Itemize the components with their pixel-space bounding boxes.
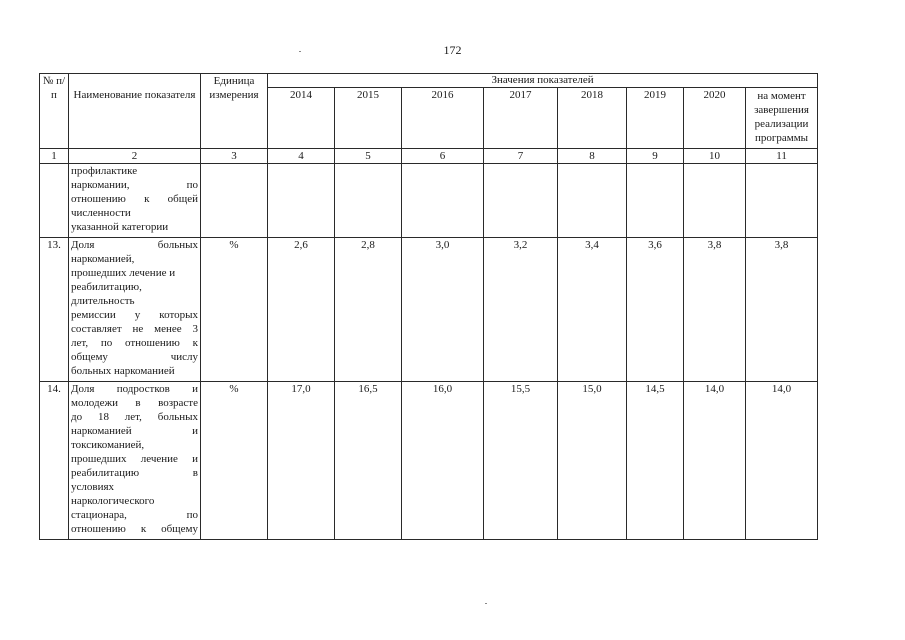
row-name <box>69 382 201 540</box>
table-row <box>40 238 818 382</box>
name-line: составляет не менее 3 <box>71 323 198 335</box>
page-number: 172 <box>443 43 462 57</box>
column-number: 2 <box>69 149 201 164</box>
row-number: 13. <box>40 238 69 382</box>
header-col-unit: Единица измерения <box>201 74 268 149</box>
column-number: 7 <box>484 149 558 164</box>
scan-speck <box>299 51 301 52</box>
table-row <box>40 164 818 238</box>
column-number: 3 <box>201 149 268 164</box>
name-line: длительность <box>71 295 135 307</box>
name-line: отношению к общей <box>71 193 198 205</box>
name-line: наркологического <box>71 495 155 507</box>
row-unit: % <box>201 382 268 540</box>
row-value: 17,0 <box>268 382 335 540</box>
header-year: 2016 <box>402 88 484 149</box>
row-value: 3,6 <box>627 238 684 382</box>
header-year: 2014 <box>268 88 335 149</box>
column-number: 11 <box>746 149 818 164</box>
header-year: 2020 <box>684 88 746 149</box>
row-value: 3,2 <box>484 238 558 382</box>
row-value: 14,0 <box>684 382 746 540</box>
row-value: 3,4 <box>558 238 627 382</box>
row-number <box>40 164 69 238</box>
header-col-num: № п/п <box>40 74 69 149</box>
header-year: 2018 <box>558 88 627 149</box>
name-line: прошедших лечение и <box>71 453 198 465</box>
row-value: 15,5 <box>484 382 558 540</box>
scan-speck <box>485 603 487 604</box>
header-year: 2017 <box>484 88 558 149</box>
row-value: 16,0 <box>402 382 484 540</box>
row-value: 15,0 <box>558 382 627 540</box>
name-line: больных наркоманией <box>71 365 175 377</box>
name-line: Доля подростков и <box>71 383 198 395</box>
header-col-final: на момент завершения реализации программы <box>746 88 818 149</box>
row-value: 3,8 <box>684 238 746 382</box>
row-value: 3,8 <box>746 238 818 382</box>
column-number: 9 <box>627 149 684 164</box>
name-line: молодежи в возрасте <box>71 397 198 409</box>
row-value: 16,5 <box>335 382 402 540</box>
row-value: 14,0 <box>746 382 818 540</box>
name-line: прошедших лечение и <box>71 267 176 279</box>
name-line: наркоманией, <box>71 253 135 265</box>
row-value: 2,8 <box>335 238 402 382</box>
row-number: 14. <box>40 382 69 540</box>
name-line: наркоманией и <box>71 425 198 437</box>
row-name <box>69 238 201 382</box>
column-number: 1 <box>40 149 69 164</box>
indicators-table <box>39 73 818 540</box>
row-value: 14,5 <box>627 382 684 540</box>
header-year: 2015 <box>335 88 402 149</box>
row-value <box>268 164 335 238</box>
name-line: профилактике <box>71 165 138 177</box>
row-value <box>402 164 484 238</box>
table-row <box>40 382 818 540</box>
header-year: 2019 <box>627 88 684 149</box>
column-number: 8 <box>558 149 627 164</box>
row-value <box>627 164 684 238</box>
column-number: 4 <box>268 149 335 164</box>
name-line: наркомании, по <box>71 179 198 191</box>
row-value <box>558 164 627 238</box>
name-line: указанной категории <box>71 221 169 233</box>
name-line: до 18 лет, больных <box>71 411 198 423</box>
header-values-group: Значения показателей <box>268 74 818 88</box>
row-unit <box>201 164 268 238</box>
name-line: лет, по отношению к <box>71 337 198 349</box>
name-line: общему числу <box>71 351 198 363</box>
column-number: 5 <box>335 149 402 164</box>
row-unit: % <box>201 238 268 382</box>
row-value <box>684 164 746 238</box>
name-line: реабилитацию, <box>71 281 142 293</box>
name-line: условиях <box>71 481 115 493</box>
name-line: ремиссии у которых <box>71 309 198 321</box>
row-value <box>335 164 402 238</box>
name-line: численности <box>71 207 131 219</box>
name-line: стационара, по <box>71 509 198 521</box>
column-number: 10 <box>684 149 746 164</box>
name-line: Доля больных <box>71 239 198 251</box>
row-name <box>69 164 201 238</box>
row-value: 2,6 <box>268 238 335 382</box>
row-value <box>484 164 558 238</box>
name-line: отношению к общему <box>71 523 198 535</box>
name-line: токсикоманией, <box>71 439 145 451</box>
column-numbers-row <box>40 149 818 164</box>
name-line: реабилитацию в <box>71 467 198 479</box>
row-value: 3,0 <box>402 238 484 382</box>
column-number: 6 <box>402 149 484 164</box>
row-value <box>746 164 818 238</box>
header-row-1 <box>40 74 818 88</box>
header-col-name: Наименование показателя <box>69 74 201 149</box>
